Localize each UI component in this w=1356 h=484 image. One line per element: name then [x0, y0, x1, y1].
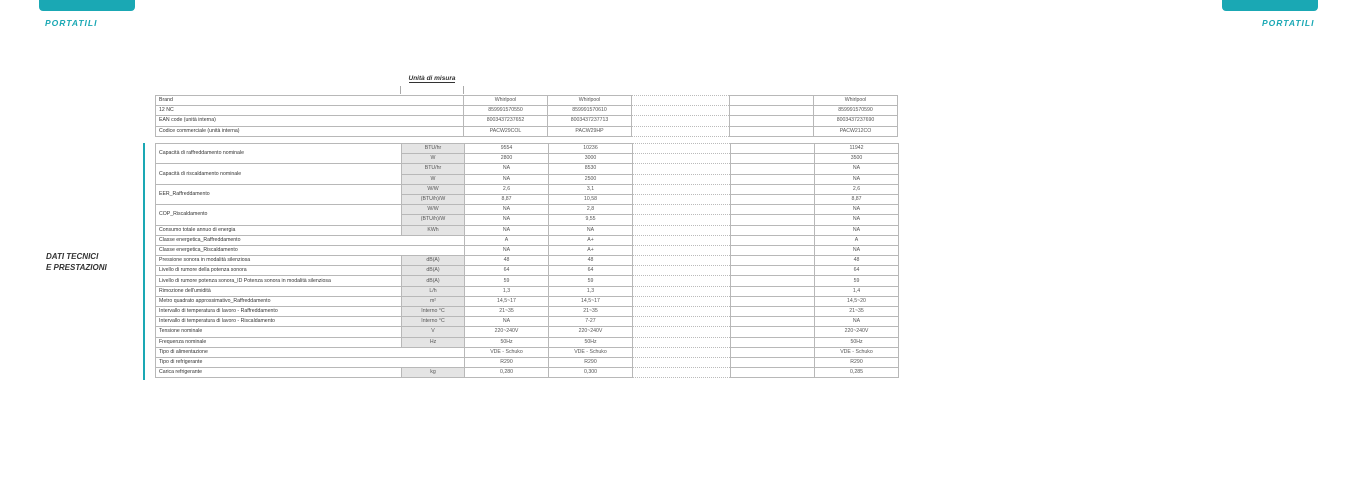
- empty-column-cell: [633, 144, 731, 154]
- empty-column-cell: [633, 317, 731, 327]
- value-cell: PACW29COL: [464, 126, 548, 136]
- value-cell: Whirlpool: [464, 96, 548, 106]
- unit-cell: W/W: [402, 205, 465, 215]
- table-row: [156, 327, 899, 337]
- row-label: Metro quadrato approssimativo_Raffreddamento: [156, 296, 402, 306]
- value-cell: 14,5~20: [815, 296, 899, 306]
- value-cell: 8,87: [815, 194, 899, 204]
- value-cell: 59: [465, 276, 549, 286]
- unit-cell: V: [402, 327, 465, 337]
- table-row: [156, 266, 899, 276]
- empty-column-cell: [730, 106, 814, 116]
- value-cell: VDE - Schuko: [465, 347, 549, 357]
- empty-column-cell: [730, 116, 814, 126]
- empty-column-cell: [633, 235, 731, 245]
- empty-column-cell: [633, 357, 731, 367]
- value-cell: 10236: [549, 144, 633, 154]
- empty-column-cell: [633, 276, 731, 286]
- table-row: [156, 347, 899, 357]
- row-label: EER_Raffreddamento: [156, 184, 402, 204]
- empty-column-cell: [633, 164, 731, 174]
- value-cell: 220~240V: [465, 327, 549, 337]
- empty-column-cell: [731, 368, 815, 378]
- row-label: COP_Riscaldamento: [156, 205, 402, 225]
- empty-column-cell: [731, 174, 815, 184]
- empty-column-cell: [731, 164, 815, 174]
- empty-column-cell: [731, 154, 815, 164]
- value-cell: 64: [465, 266, 549, 276]
- empty-column-cell: [633, 194, 731, 204]
- value-cell: 8530: [549, 164, 633, 174]
- table-row: [156, 106, 898, 116]
- header-tab-right: [1222, 0, 1318, 11]
- unit-cell: dB(A): [402, 256, 465, 266]
- empty-column-cell: [731, 184, 815, 194]
- value-cell: NA: [815, 225, 899, 235]
- value-cell: 48: [465, 256, 549, 266]
- value-cell: NA: [465, 205, 549, 215]
- table-row: [156, 235, 899, 245]
- value-cell: 220~240V: [815, 327, 899, 337]
- value-cell: R290: [815, 357, 899, 367]
- section-label-right: PORTATILI: [1262, 18, 1315, 28]
- value-cell: 0,285: [815, 368, 899, 378]
- value-cell: 1,3: [465, 286, 549, 296]
- unit-cell: Hz: [402, 337, 465, 347]
- value-cell: 8003437237652: [464, 116, 548, 126]
- empty-column-cell: [633, 327, 731, 337]
- empty-column-cell: [731, 357, 815, 367]
- value-cell: 1,4: [815, 286, 899, 296]
- table-row: [156, 144, 899, 154]
- row-label: Pressione sonora in modalità silenziosa: [156, 256, 402, 266]
- empty-column-cell: [731, 327, 815, 337]
- table-row: [156, 96, 898, 106]
- empty-column-cell: [731, 347, 815, 357]
- value-cell: 2,6: [815, 184, 899, 194]
- empty-column-cell: [633, 256, 731, 266]
- unit-cell: L/h: [402, 286, 465, 296]
- value-cell: NA: [815, 205, 899, 215]
- empty-column-cell: [632, 116, 730, 126]
- unit-cell: (BTU/h)/W: [402, 215, 465, 225]
- row-label: Rimozione dell'umidità: [156, 286, 402, 296]
- side-label-line2: E PRESTAZIONI: [46, 263, 107, 272]
- table-row: [156, 184, 899, 194]
- value-cell: 59: [549, 276, 633, 286]
- value-cell: R290: [549, 357, 633, 367]
- empty-column-cell: [731, 235, 815, 245]
- row-label: 12 NC: [156, 106, 464, 116]
- value-cell: 14,5~17: [465, 296, 549, 306]
- empty-column-cell: [633, 245, 731, 255]
- value-cell: 2,8: [549, 205, 633, 215]
- table-row: [156, 164, 899, 174]
- value-cell: 64: [815, 266, 899, 276]
- table-row: [156, 296, 899, 306]
- value-cell: 48: [549, 256, 633, 266]
- row-label: Classe energetica_Raffreddamento: [156, 235, 465, 245]
- value-cell: NA: [465, 225, 549, 235]
- value-cell: 859991570590: [814, 106, 898, 116]
- unit-cell: dB(A): [402, 276, 465, 286]
- empty-column-cell: [633, 184, 731, 194]
- table-row: [156, 357, 899, 367]
- empty-column-cell: [731, 225, 815, 235]
- row-label: Intervallo di temperatura di lavoro - Riscaldamento: [156, 317, 402, 327]
- row-label: Tensione nominale: [156, 327, 402, 337]
- section-label-left: PORTATILI: [45, 18, 98, 28]
- header-tab-left: [39, 0, 135, 11]
- row-label: Livello di rumore della potenza sonora: [156, 266, 402, 276]
- empty-column-cell: [633, 154, 731, 164]
- unit-cell: W: [402, 154, 465, 164]
- value-cell: NA: [815, 174, 899, 184]
- side-label-line1: DATI TECNICI: [46, 252, 99, 261]
- empty-column-cell: [731, 307, 815, 317]
- value-cell: 3500: [815, 154, 899, 164]
- product-id-table: [155, 95, 898, 137]
- value-cell: 14,5~17: [549, 296, 633, 306]
- unit-cell: KWh: [402, 225, 465, 235]
- value-cell: NA: [465, 164, 549, 174]
- empty-column-cell: [633, 215, 731, 225]
- row-label: Consumo totale annuo di energia: [156, 225, 402, 235]
- value-cell: 859991570610: [548, 106, 632, 116]
- empty-column-cell: [633, 337, 731, 347]
- table-row: [156, 276, 899, 286]
- value-cell: A+: [549, 245, 633, 255]
- empty-column-cell: [730, 126, 814, 136]
- empty-column-cell: [633, 266, 731, 276]
- empty-column-cell: [633, 174, 731, 184]
- empty-column-cell: [633, 225, 731, 235]
- row-label: Classe energetica_Riscaldamento: [156, 245, 465, 255]
- value-cell: 859991570550: [464, 106, 548, 116]
- unit-cell: W/W: [402, 184, 465, 194]
- value-cell: 8,87: [465, 194, 549, 204]
- value-cell: VDE - Schuko: [549, 347, 633, 357]
- empty-column-cell: [731, 286, 815, 296]
- unit-cell: dB(A): [402, 266, 465, 276]
- table-row: [156, 317, 899, 327]
- value-cell: 0,300: [549, 368, 633, 378]
- empty-column-cell: [731, 317, 815, 327]
- empty-column-cell: [632, 96, 730, 106]
- row-label: Intervallo di temperatura di lavoro - Raffreddamento: [156, 307, 402, 317]
- row-label: Brand: [156, 96, 464, 106]
- side-accent-bar: [143, 143, 145, 380]
- table-row: [156, 205, 899, 215]
- table-row: [156, 225, 899, 235]
- empty-column-cell: [633, 205, 731, 215]
- value-cell: NA: [815, 245, 899, 255]
- value-cell: Whirlpool: [814, 96, 898, 106]
- value-cell: 50Hz: [815, 337, 899, 347]
- value-cell: 59: [815, 276, 899, 286]
- empty-column-cell: [632, 106, 730, 116]
- empty-column-cell: [633, 296, 731, 306]
- row-label: Livello di rumore potenza sonora_ID Potenza sonora in modalità silenziosa: [156, 276, 402, 286]
- value-cell: 50Hz: [549, 337, 633, 347]
- empty-column-cell: [731, 276, 815, 286]
- value-cell: VDE - Schuko: [815, 347, 899, 357]
- value-cell: 21~35: [815, 307, 899, 317]
- empty-column-cell: [731, 256, 815, 266]
- empty-column-cell: [632, 126, 730, 136]
- value-cell: 48: [815, 256, 899, 266]
- row-label: Capacità di raffreddamento nominale: [156, 144, 402, 164]
- empty-column-cell: [731, 296, 815, 306]
- empty-column-cell: [731, 337, 815, 347]
- value-cell: NA: [465, 174, 549, 184]
- unit-cell: Interno °C: [402, 317, 465, 327]
- value-cell: 21~35: [549, 307, 633, 317]
- table-row: [156, 286, 899, 296]
- empty-column-cell: [730, 96, 814, 106]
- value-cell: PACW29HP: [548, 126, 632, 136]
- value-cell: 9554: [465, 144, 549, 154]
- value-cell: 21~35: [465, 307, 549, 317]
- value-cell: 10,58: [549, 194, 633, 204]
- table-row: [156, 337, 899, 347]
- row-label: Tipo di alimentazione: [156, 347, 465, 357]
- value-cell: 3000: [549, 154, 633, 164]
- value-cell: NA: [815, 164, 899, 174]
- value-cell: 8003437237690: [814, 116, 898, 126]
- table-row: [156, 368, 899, 378]
- tech-specs-table: [155, 143, 899, 378]
- empty-column-cell: [731, 194, 815, 204]
- value-cell: 220~240V: [549, 327, 633, 337]
- unit-cell: m²: [402, 296, 465, 306]
- value-cell: PACW212CO: [814, 126, 898, 136]
- value-cell: NA: [465, 245, 549, 255]
- value-cell: 7-27: [549, 317, 633, 327]
- empty-column-cell: [633, 347, 731, 357]
- empty-column-cell: [633, 286, 731, 296]
- row-label: EAN code (unità interna): [156, 116, 464, 126]
- side-section-label: [46, 251, 107, 273]
- value-cell: 0,280: [465, 368, 549, 378]
- unit-cell: Interno °C: [402, 307, 465, 317]
- table-row: [156, 245, 899, 255]
- table-row: [156, 307, 899, 317]
- value-cell: Whirlpool: [548, 96, 632, 106]
- unit-cell: BTU/hr: [402, 144, 465, 154]
- value-cell: 2800: [465, 154, 549, 164]
- value-cell: 50Hz: [465, 337, 549, 347]
- empty-column-cell: [731, 215, 815, 225]
- value-cell: 64: [549, 266, 633, 276]
- empty-column-cell: [731, 266, 815, 276]
- row-label: Carica refrigerante: [156, 368, 402, 378]
- empty-column-cell: [731, 245, 815, 255]
- value-cell: NA: [815, 317, 899, 327]
- value-cell: NA: [549, 225, 633, 235]
- row-label: Capacità di riscaldamento nominale: [156, 164, 402, 184]
- value-cell: 2,6: [465, 184, 549, 194]
- row-label: Codice commerciale (unità interna): [156, 126, 464, 136]
- unit-cell: W: [402, 174, 465, 184]
- value-cell: A: [815, 235, 899, 245]
- row-label: Tipo di refrigerante: [156, 357, 465, 367]
- unit-cell: BTU/hr: [402, 164, 465, 174]
- empty-column-cell: [633, 307, 731, 317]
- value-cell: 3,1: [549, 184, 633, 194]
- value-cell: 9,55: [549, 215, 633, 225]
- table-row: [156, 116, 898, 126]
- value-cell: NA: [465, 215, 549, 225]
- value-cell: NA: [815, 215, 899, 225]
- value-cell: R290: [465, 357, 549, 367]
- value-cell: NA: [465, 317, 549, 327]
- empty-column-cell: [731, 144, 815, 154]
- table-row: [156, 256, 899, 266]
- row-label: Frequenza nominale: [156, 337, 402, 347]
- value-cell: A+: [549, 235, 633, 245]
- unit-cell: (BTU/h)/W: [402, 194, 465, 204]
- empty-column-cell: [633, 368, 731, 378]
- value-cell: 2500: [549, 174, 633, 184]
- value-cell: 1,3: [549, 286, 633, 296]
- table-row: [156, 126, 898, 136]
- value-cell: 11942: [815, 144, 899, 154]
- value-cell: 8003437237713: [548, 116, 632, 126]
- value-cell: A: [465, 235, 549, 245]
- unit-cell: kg: [402, 368, 465, 378]
- empty-column-cell: [731, 205, 815, 215]
- unit-column-header: Unità di misura: [408, 75, 456, 82]
- unit-column-divider: [400, 86, 464, 94]
